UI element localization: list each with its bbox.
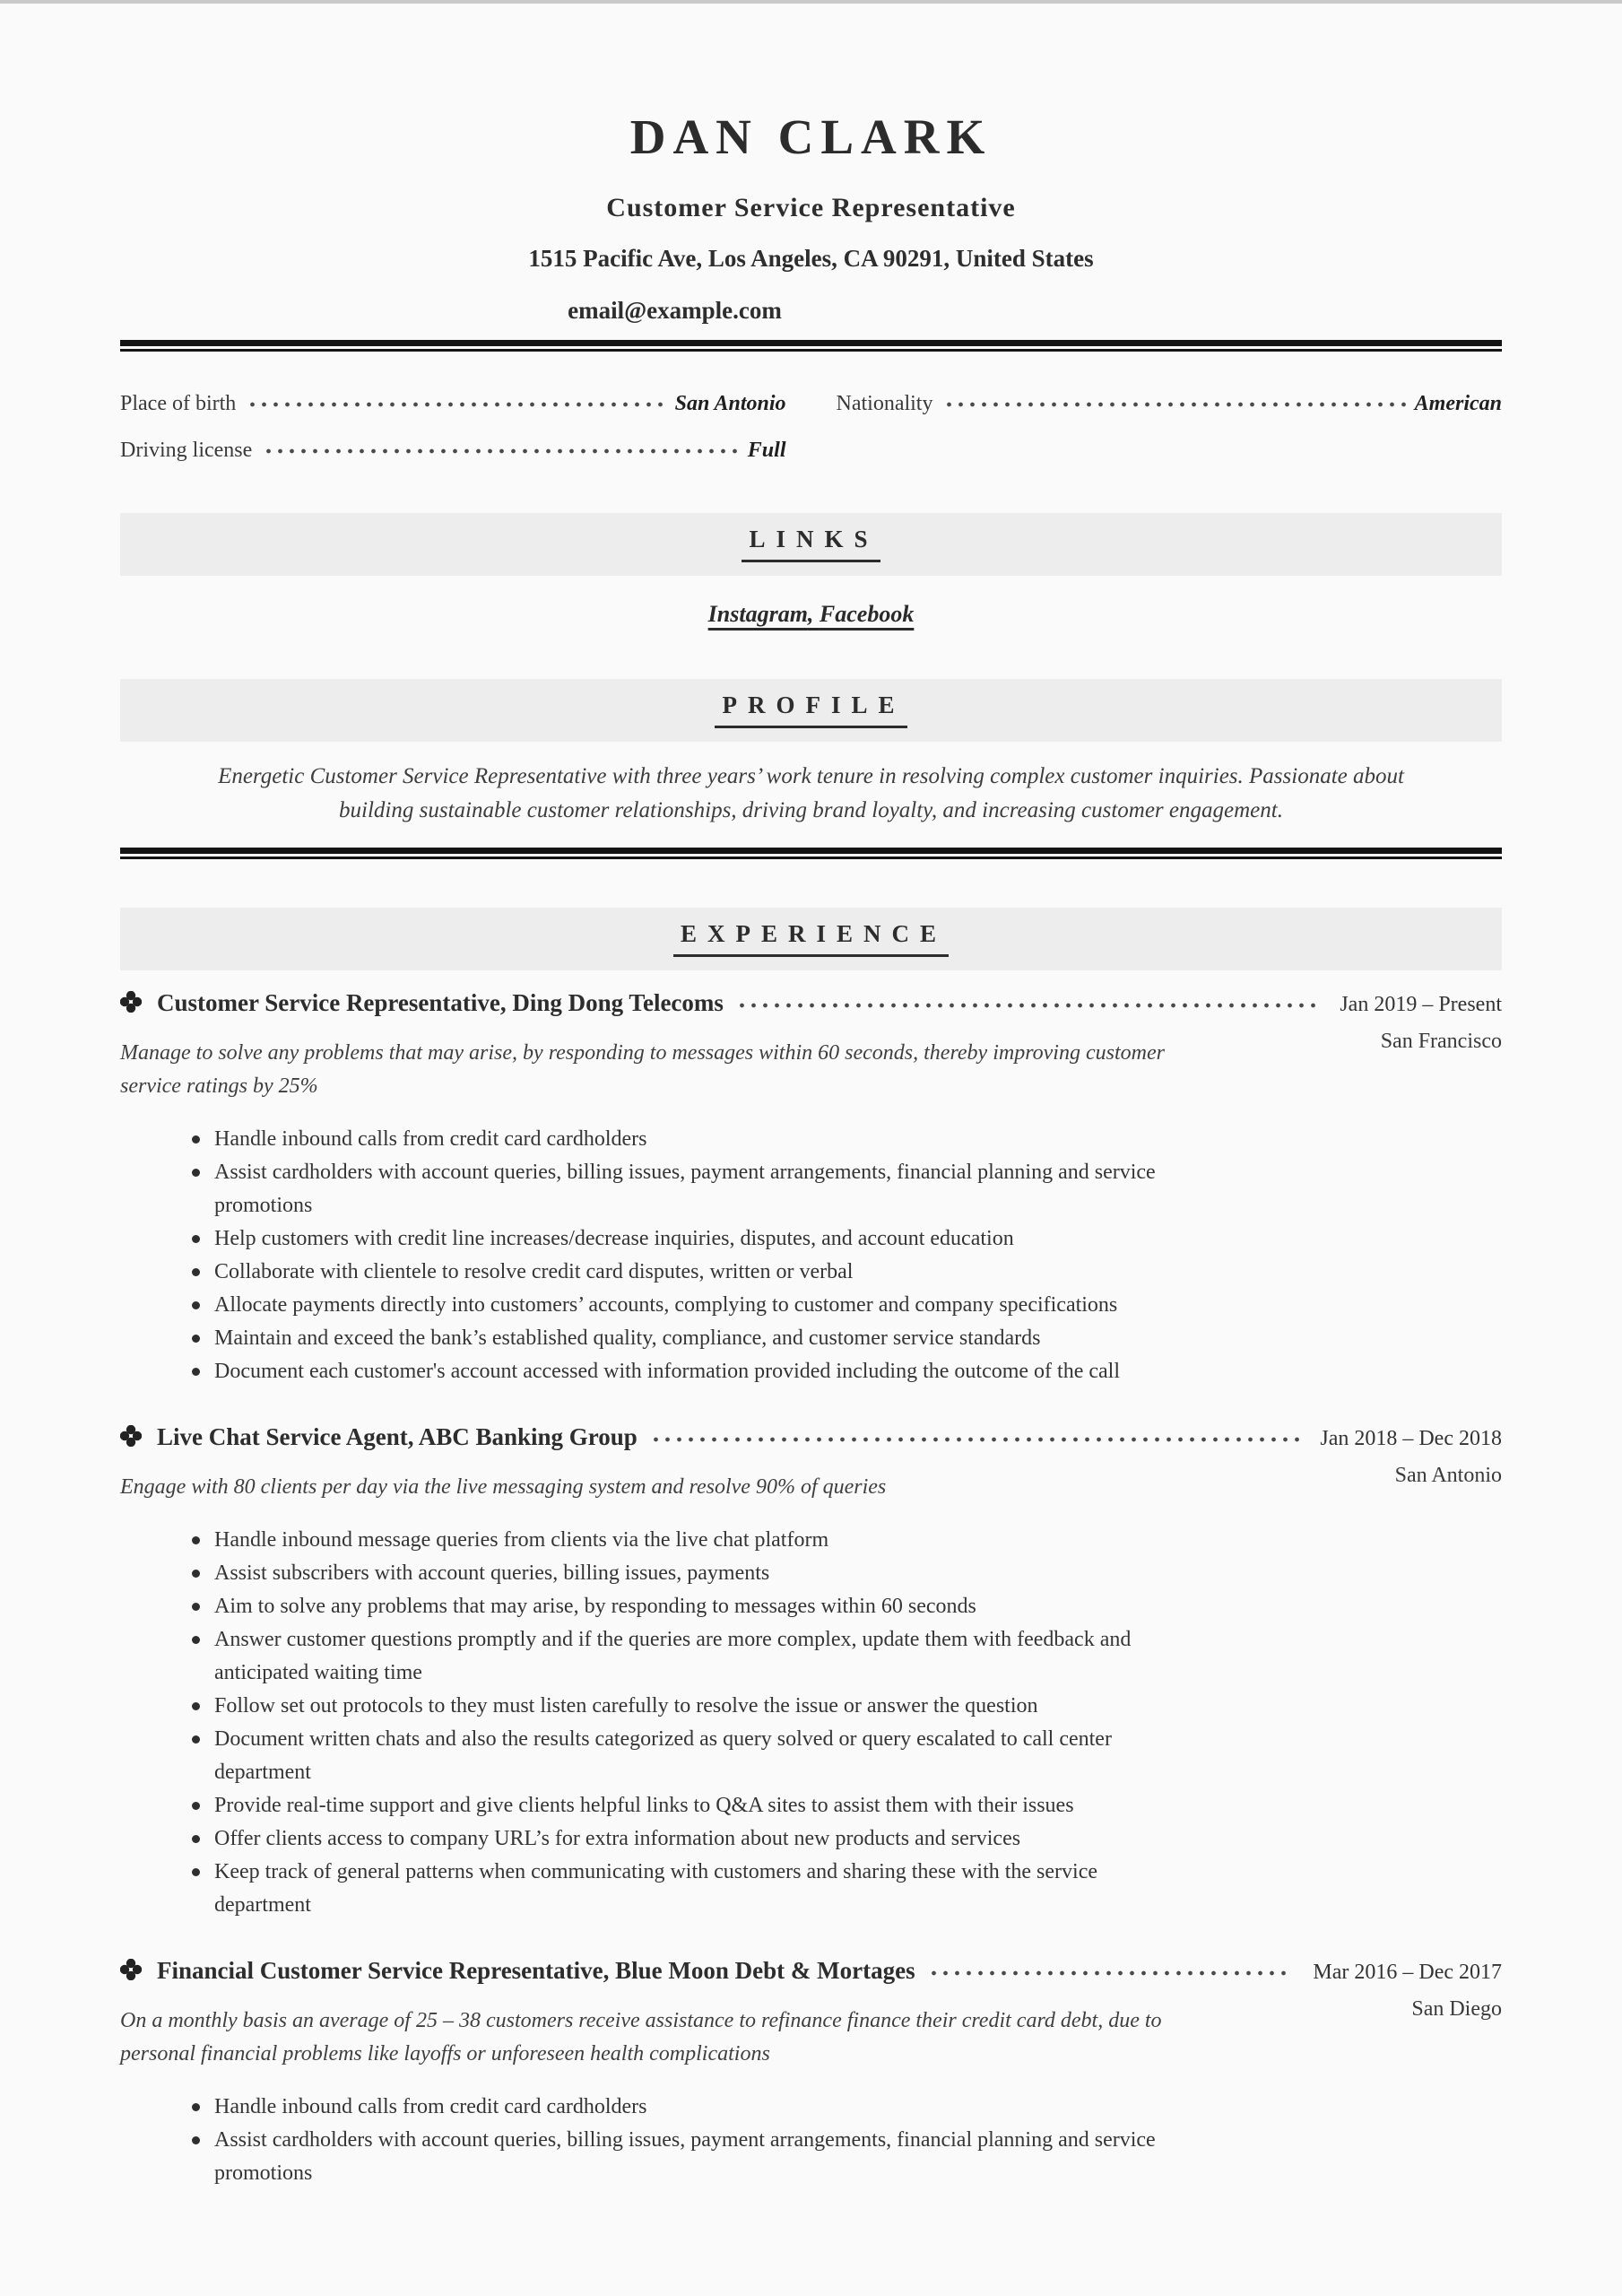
job-bullet: Keep track of general patterns when communicating with customers and sharing these with the service department xyxy=(120,1856,1165,1922)
job-bullet: Assist subscribers with account queries, billing issues, payments xyxy=(120,1557,1165,1590)
instagram-link[interactable]: Instagram xyxy=(707,600,808,627)
job-bullet: Handle inbound message queries from clients via the live chat platform xyxy=(120,1524,1165,1557)
detail-value: Full xyxy=(747,438,786,462)
clover-bullet-icon xyxy=(120,1425,142,1447)
job-bullet: Handle inbound calls from credit card cardholders xyxy=(120,1123,1165,1156)
job-bullet: Aim to solve any problems that may arise, by responding to messages within 60 seconds xyxy=(120,1590,1165,1623)
job-bullet: Provide real-time support and give clients helpful links to Q&A sites to assist them with their issues xyxy=(120,1789,1165,1822)
page-top-edge xyxy=(0,0,1622,4)
candidate-job-title: Customer Service Representative xyxy=(606,193,1016,222)
clover-bullet-icon xyxy=(120,991,142,1013)
candidate-address: 1515 Pacific Ave, Los Angeles, CA 90291, United States xyxy=(528,245,1094,272)
job-bullet: Help customers with credit line increases/decrease inquiries, disputes, and account education xyxy=(120,1222,1165,1256)
links-section-heading: LINKS xyxy=(742,526,880,562)
double-rule xyxy=(120,340,1502,352)
job-bullet: Assist cardholders with account queries, billing issues, payment arrangements, financial planning and service promotions xyxy=(120,1156,1165,1222)
detail-value: San Antonio xyxy=(674,391,786,415)
experience-entry xyxy=(120,1419,1502,1922)
detail-label: Place of birth xyxy=(120,391,237,415)
profile-summary-text: Energetic Customer Service Representative with three years’ work tenure in resolving complex customer inquiries. Passionate about building sustainable customer relationships, driving brand loyalty, and increasing customer engagement. xyxy=(218,763,1404,822)
profile-section-heading: PROFILE xyxy=(715,691,906,728)
clover-bullet-icon xyxy=(120,1959,142,1980)
experience-section-band xyxy=(120,908,1502,970)
dotted-leader xyxy=(650,1434,1301,1445)
job-summary: Manage to solve any problems that may arise, by responding to messages within 60 seconds, thereby improving customer service ratings by 25% xyxy=(120,1040,1165,1098)
job-location: San Francisco xyxy=(1380,1029,1502,1053)
facebook-link[interactable]: Facebook xyxy=(819,600,915,627)
job-bullet: Maintain and exceed the bank’s established quality, compliance, and customer service standards xyxy=(120,1322,1165,1355)
dotted-leader xyxy=(263,446,739,457)
candidate-name: DAN CLARK xyxy=(629,109,993,164)
detail-label: Driving license xyxy=(120,438,253,462)
job-bullet: Allocate payments directly into customers’ accounts, complying to customer and company specifications xyxy=(120,1289,1165,1322)
candidate-email: email@example.com xyxy=(568,297,782,325)
job-period: Mar 2016 – Dec 2017 xyxy=(1313,1960,1502,1984)
personal-details xyxy=(120,387,1502,481)
detail-value: American xyxy=(1414,391,1502,415)
job-head xyxy=(120,985,1502,1021)
job-title-text: Customer Service Representative, Ding Dong Telecoms xyxy=(157,988,724,1016)
detail-row-place-of-birth xyxy=(120,387,786,420)
detail-row-driving-license xyxy=(120,434,786,466)
experience-section-heading: EXPERIENCE xyxy=(673,920,949,957)
dotted-leader xyxy=(247,399,665,410)
detail-row-nationality xyxy=(837,387,1503,420)
experience-entry xyxy=(120,985,1502,1388)
job-bullet: Collaborate with clientele to resolve credit card disputes, written or verbal xyxy=(120,1256,1165,1289)
job-bullet: Document each customer's account accessed with information provided including the outcome of the call xyxy=(120,1355,1165,1388)
job-bullet-list xyxy=(120,1123,1502,1388)
job-location: San Antonio xyxy=(1394,1463,1502,1487)
job-period: Jan 2018 – Dec 2018 xyxy=(1320,1426,1502,1450)
job-bullet: Follow set out protocols to they must listen carefully to resolve the issue or answer the question xyxy=(120,1690,1165,1723)
job-summary: On a monthly basis an average of 25 – 38 customers receive assistance to refinance finance their credit card debt, due to personal financial problems like layoffs or unforeseen health complications xyxy=(120,2008,1162,2066)
links-row xyxy=(120,599,1502,629)
job-title xyxy=(120,985,724,1021)
job-title xyxy=(120,1952,915,1988)
detail-label: Nationality xyxy=(836,391,933,415)
job-title-text: Live Chat Service Agent, ABC Banking Group xyxy=(157,1422,638,1450)
links-section-band xyxy=(120,513,1502,576)
job-period: Jan 2019 – Present xyxy=(1340,992,1502,1016)
job-title-text: Financial Customer Service Representative, Blue Moon Debt & Mortages xyxy=(157,1956,915,1984)
detail-row-empty xyxy=(837,434,1503,466)
job-bullet: Handle inbound calls from credit card cardholders xyxy=(120,2091,1165,2124)
job-bullet: Offer clients access to company URL’s for extra information about new products and services xyxy=(120,1822,1165,1856)
job-bullet-list xyxy=(120,2091,1502,2190)
job-head xyxy=(120,1952,1502,1988)
dotted-leader xyxy=(736,1000,1320,1011)
profile-section-band xyxy=(120,679,1502,742)
dotted-leader xyxy=(928,1968,1294,1979)
experience-entry xyxy=(120,1952,1502,2190)
double-rule xyxy=(120,848,1502,859)
job-title xyxy=(120,1419,638,1455)
link-separator: , xyxy=(807,600,820,627)
job-bullet: Document written chats and also the results categorized as query solved or query escalated to call center department xyxy=(120,1723,1165,1789)
job-location: San Diego xyxy=(1411,1996,1502,2021)
dotted-leader xyxy=(943,399,1405,410)
job-bullet: Answer customer questions promptly and if the queries are more complex, update them with feedback and anticipated waiting time xyxy=(120,1623,1165,1690)
job-summary: Engage with 80 clients per day via the live messaging system and resolve 90% of queries xyxy=(120,1474,887,1499)
job-bullet-list xyxy=(120,1524,1502,1922)
job-bullet: Assist cardholders with account queries, billing issues, payment arrangements, financial planning and service promotions xyxy=(120,2124,1165,2190)
job-head xyxy=(120,1419,1502,1455)
